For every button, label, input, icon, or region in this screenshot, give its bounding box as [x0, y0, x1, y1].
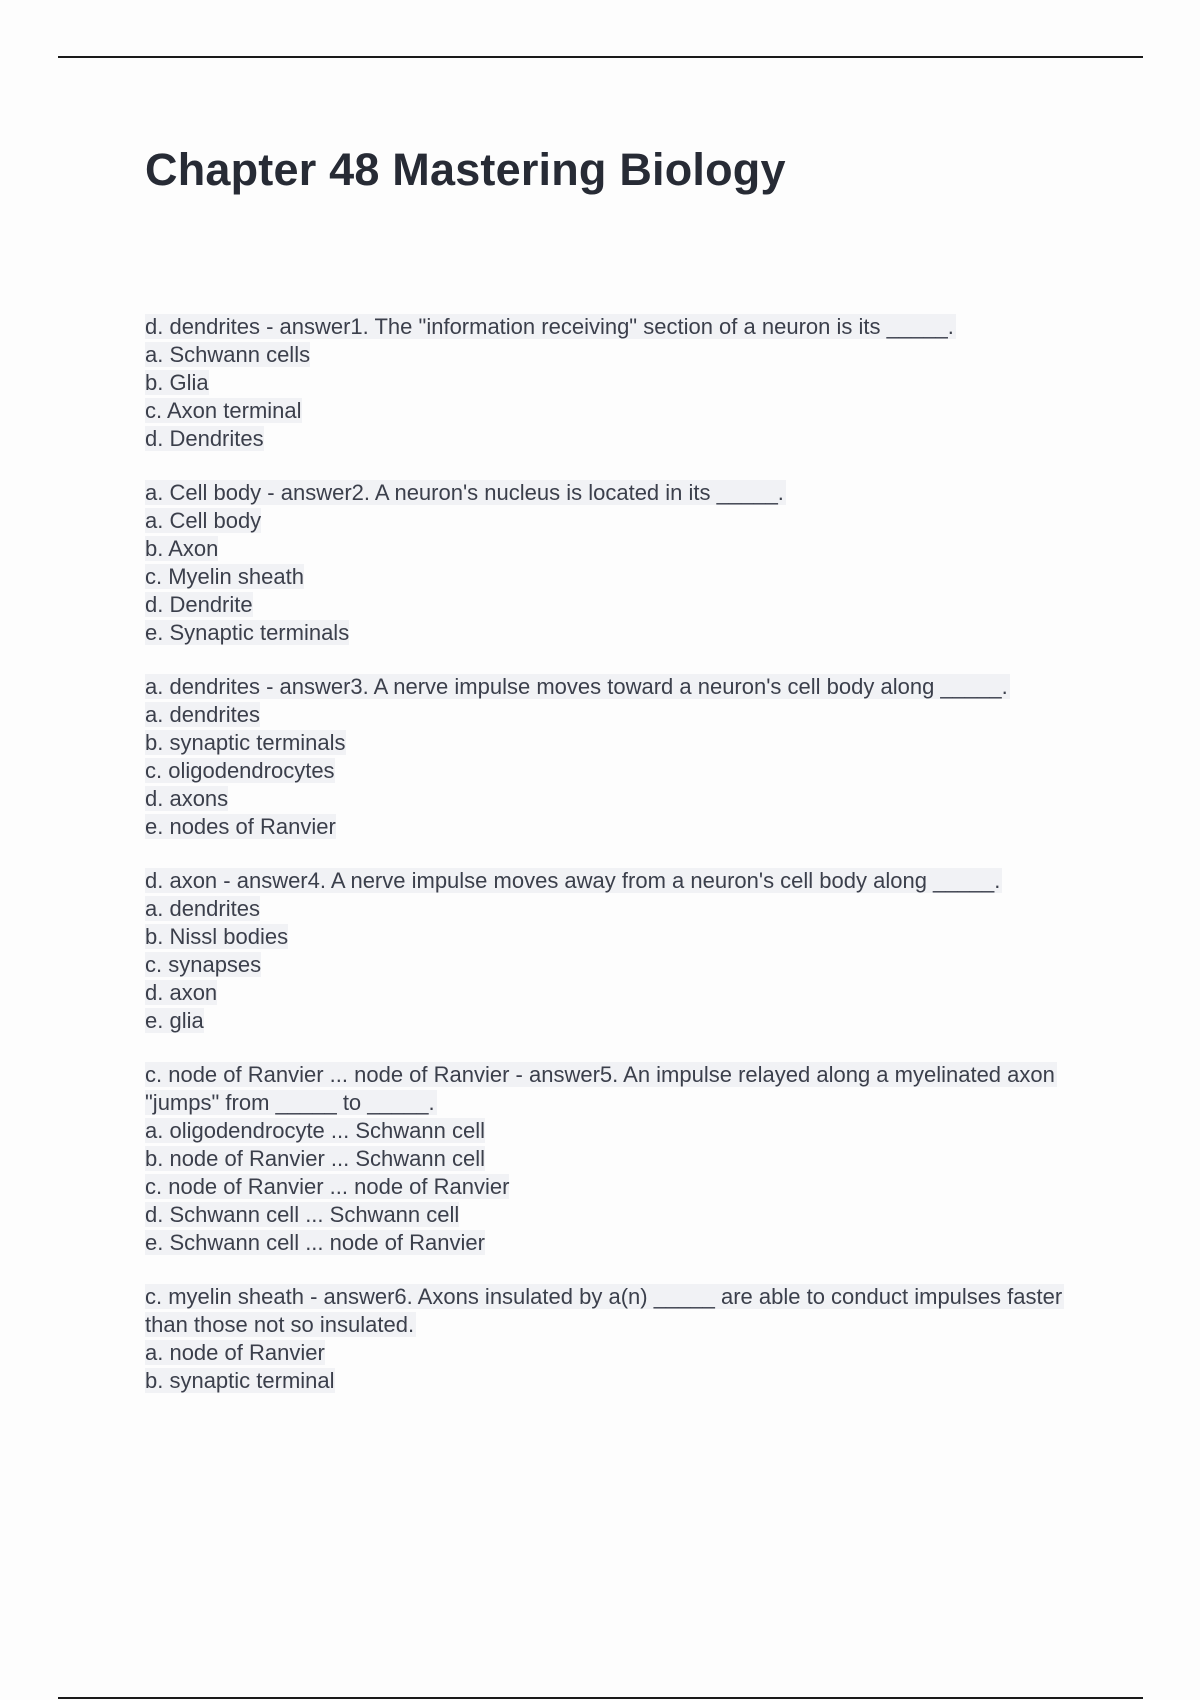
answer-option: c. node of Ranvier ... node of Ranvier	[145, 1174, 510, 1199]
question-block-4	[145, 867, 1095, 1035]
answer-option: a. dendrites	[145, 896, 260, 921]
answer-option: d. axon	[145, 980, 218, 1005]
question-block-2	[145, 479, 1095, 647]
top-rule	[58, 56, 1143, 58]
answer-option: e. Schwann cell ... node of Ranvier	[145, 1230, 485, 1255]
question-text: d. dendrites - answer1. The "information receiving" section of a neuron is its _____.	[145, 314, 954, 339]
answer-option: c. Axon terminal	[145, 398, 302, 423]
question-text: c. node of Ranvier ... node of Ranvier - answer5. An impulse relayed along a myelinated axon "jumps" from _____ to _____.	[145, 1062, 1055, 1115]
answer-option: a. node of Ranvier	[145, 1340, 325, 1365]
question-text: a. Cell body - answer2. A neuron's nucleus is located in its _____.	[145, 480, 784, 505]
answer-option: c. synapses	[145, 952, 262, 977]
answer-option: d. Dendrite	[145, 592, 253, 617]
bottom-rule	[58, 1697, 1143, 1699]
answer-option: a. dendrites	[145, 702, 260, 727]
answer-option: c. oligodendrocytes	[145, 758, 335, 783]
question-list	[145, 313, 1095, 1421]
answer-option: e. nodes of Ranvier	[145, 814, 336, 839]
question-block-1	[145, 313, 1095, 453]
answer-option: b. synaptic terminal	[145, 1368, 335, 1393]
answer-option: b. synaptic terminals	[145, 730, 346, 755]
answer-option: a. oligodendrocyte ... Schwann cell	[145, 1118, 485, 1143]
answer-option: d. axons	[145, 786, 229, 811]
question-text: a. dendrites - answer3. A nerve impulse moves toward a neuron's cell body along _____.	[145, 674, 1008, 699]
answer-option: d. Schwann cell ... Schwann cell	[145, 1202, 460, 1227]
answer-option: b. Glia	[145, 370, 209, 395]
answer-option: b. Nissl bodies	[145, 924, 289, 949]
answer-option: d. Dendrites	[145, 426, 264, 451]
answer-option: c. Myelin sheath	[145, 564, 304, 589]
answer-option: b. node of Ranvier ... Schwann cell	[145, 1146, 485, 1171]
question-block-3	[145, 673, 1095, 841]
answer-option: b. Axon	[145, 536, 219, 561]
question-text: c. myelin sheath - answer6. Axons insulated by a(n) _____ are able to conduct impulses faster than those not so insulated.	[145, 1284, 1063, 1337]
question-block-5	[145, 1061, 1095, 1257]
question-block-6	[145, 1283, 1095, 1395]
answer-option: e. glia	[145, 1008, 204, 1033]
answer-option: a. Cell body	[145, 508, 262, 533]
page-title: Chapter 48 Mastering Biology	[145, 144, 786, 195]
answer-option: a. Schwann cells	[145, 342, 311, 367]
answer-option: e. Synaptic terminals	[145, 620, 350, 645]
question-text: d. axon - answer4. A nerve impulse moves away from a neuron's cell body along _____.	[145, 868, 1001, 893]
